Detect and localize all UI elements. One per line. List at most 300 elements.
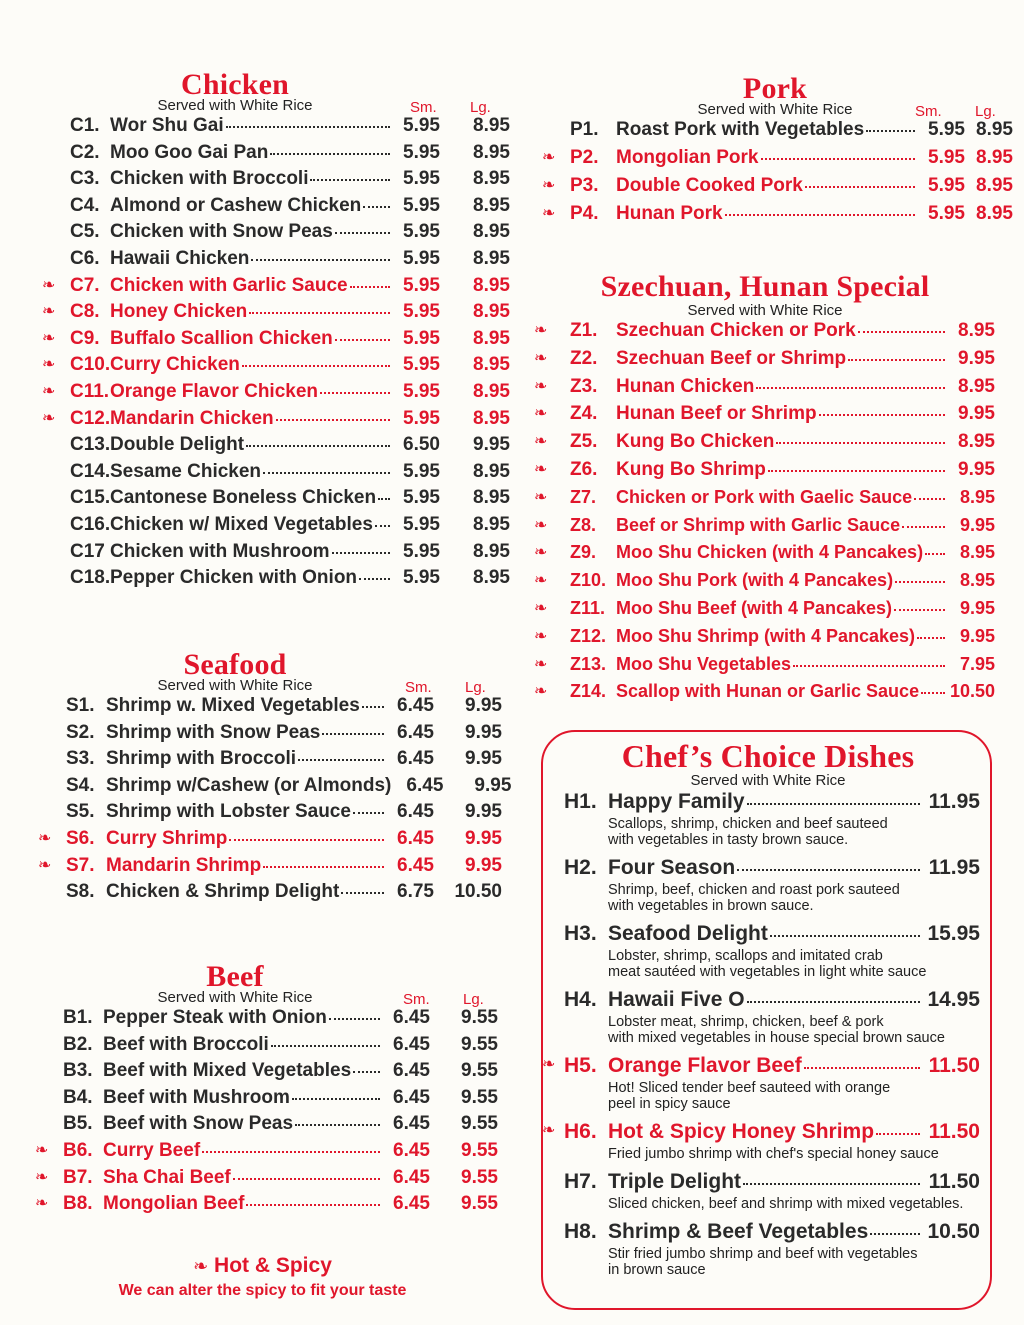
price: 8.95 bbox=[958, 375, 995, 397]
menu-item bbox=[534, 347, 995, 376]
item-name: Sesame Chicken bbox=[110, 460, 262, 482]
menu-item bbox=[542, 203, 1013, 231]
price-small: 5.95 bbox=[403, 168, 440, 190]
hot-pepper-icon: ❧ bbox=[42, 303, 56, 321]
price: 11.50 bbox=[928, 1170, 980, 1193]
chef-dish bbox=[548, 1170, 993, 1220]
item-name: Chicken & Shrimp Delight bbox=[106, 881, 340, 903]
item-name: Roast Pork with Vegetables bbox=[616, 119, 865, 140]
chicken-large-header: Lg. bbox=[470, 99, 491, 116]
menu-item bbox=[50, 195, 510, 222]
leader-dots bbox=[246, 1204, 380, 1206]
item-name: Hunan Pork bbox=[616, 203, 723, 224]
leader-dots bbox=[902, 526, 945, 528]
leader-dots bbox=[249, 312, 390, 314]
chicken-subtitle: Served with White Rice bbox=[157, 97, 313, 114]
leader-dots bbox=[332, 552, 390, 554]
item-name: Curry Shrimp bbox=[106, 827, 228, 849]
leader-dots bbox=[725, 214, 915, 216]
seafood-small-header: Sm. bbox=[405, 679, 432, 696]
pork-section bbox=[542, 72, 1013, 231]
item-code: C17 bbox=[70, 540, 105, 562]
leader-dots bbox=[359, 578, 390, 580]
menu-item bbox=[50, 248, 510, 275]
hot-pepper-icon: ❧ bbox=[534, 572, 548, 590]
dish-description: with vegetables in brown sauce. bbox=[608, 898, 814, 914]
item-code: C10. bbox=[70, 354, 111, 376]
item-name: Chicken with Broccoli bbox=[110, 168, 309, 190]
price-small: 6.45 bbox=[393, 1007, 430, 1028]
seafood-title: Seafood bbox=[183, 648, 287, 681]
chef-dish bbox=[548, 988, 993, 1054]
item-code: C15. bbox=[70, 487, 111, 509]
dish-description: peel in spicy sauce bbox=[608, 1096, 731, 1112]
leader-dots bbox=[329, 1018, 380, 1020]
leader-dots bbox=[251, 259, 390, 261]
menu-item bbox=[50, 514, 510, 541]
hot-pepper-icon: ❧ bbox=[38, 829, 52, 847]
item-code: H3. bbox=[564, 922, 597, 945]
leader-dots bbox=[320, 392, 390, 394]
item-name: Curry Chicken bbox=[110, 354, 240, 376]
hot-pepper-icon: ❧ bbox=[534, 433, 548, 451]
price-large: 9.55 bbox=[461, 1086, 498, 1108]
leader-dots bbox=[805, 186, 915, 188]
item-code: H4. bbox=[564, 988, 597, 1011]
item-code: S1. bbox=[66, 695, 95, 716]
item-name: Chicken with Garlic Sauce bbox=[110, 274, 348, 296]
szechuan-subtitle: Served with White Rice bbox=[687, 302, 843, 319]
item-name: Sha Chai Beef bbox=[103, 1166, 231, 1188]
pork-list bbox=[542, 119, 1013, 231]
item-code: C2. bbox=[70, 141, 100, 163]
price-large: 8.95 bbox=[473, 354, 510, 376]
item-name: Shrimp with Lobster Sauce bbox=[106, 801, 351, 823]
price-large: 8.95 bbox=[473, 274, 510, 296]
item-code: C8. bbox=[70, 301, 100, 323]
leader-dots bbox=[921, 692, 945, 694]
dish-description: in brown sauce bbox=[608, 1262, 706, 1278]
price-small: 5.95 bbox=[403, 194, 440, 216]
menu-item bbox=[50, 748, 502, 775]
menu-item bbox=[534, 681, 995, 709]
item-name: Chicken with Snow Peas bbox=[110, 221, 333, 243]
price: 15.95 bbox=[927, 922, 980, 945]
item-name: Buffalo Scallion Chicken bbox=[110, 327, 333, 349]
chef-dish-title bbox=[548, 988, 980, 1014]
hot-pepper-icon: ❧ bbox=[534, 460, 548, 478]
item-name: Moo Shu Pork (with 4 Pancakes) bbox=[616, 570, 894, 591]
menu-item bbox=[50, 221, 510, 248]
item-name: Wor Shu Gai bbox=[110, 115, 224, 136]
price-large: 8.95 bbox=[473, 460, 510, 482]
hot-pepper-icon: ❧ bbox=[534, 322, 548, 339]
item-code: P4. bbox=[570, 203, 599, 224]
menu-item bbox=[50, 541, 510, 568]
item-name: Cantonese Boneless Chicken bbox=[110, 487, 377, 509]
chicken-small-header: Sm. bbox=[410, 99, 437, 116]
item-name: Hawaii Chicken bbox=[110, 247, 250, 269]
menu-item bbox=[534, 320, 995, 348]
item-code: S3. bbox=[66, 748, 95, 770]
item-code: H5. bbox=[564, 1054, 597, 1077]
price-large: 9.95 bbox=[465, 695, 502, 716]
price: 10.50 bbox=[927, 1220, 980, 1243]
hot-pepper-icon: ❧ bbox=[534, 516, 548, 534]
leader-dots bbox=[375, 525, 390, 527]
price-large: 8.95 bbox=[473, 247, 510, 269]
price: 11.95 bbox=[928, 856, 980, 879]
seafood-subheader bbox=[50, 677, 500, 695]
hot-pepper-icon: ❧ bbox=[534, 377, 548, 395]
item-name: Honey Chicken bbox=[110, 301, 248, 323]
price-small: 6.45 bbox=[406, 774, 444, 796]
leader-dots bbox=[229, 839, 384, 841]
item-code: S5. bbox=[66, 801, 95, 823]
menu-item bbox=[50, 774, 512, 802]
leader-dots bbox=[925, 553, 945, 555]
hot-pepper-icon: ❧ bbox=[42, 356, 56, 374]
hot-spicy-row bbox=[90, 1254, 435, 1278]
hot-pepper-icon: ❧ bbox=[534, 405, 548, 423]
item-name: Shrimp with Snow Peas bbox=[106, 721, 321, 743]
item-code: Z10. bbox=[570, 570, 607, 591]
price: 9.95 bbox=[959, 597, 995, 618]
menu-item bbox=[35, 1166, 498, 1194]
szechuan-title: Szechuan, Hunan Special bbox=[600, 270, 930, 303]
price-small: 5.95 bbox=[403, 380, 440, 402]
hot-pepper-icon: ❧ bbox=[534, 683, 548, 701]
item-name: Four Season bbox=[608, 856, 736, 879]
menu-item bbox=[50, 881, 502, 908]
price-small: 5.95 bbox=[928, 203, 965, 224]
leader-dots bbox=[848, 359, 945, 361]
item-name: Seafood Delight bbox=[608, 922, 768, 945]
menu-item bbox=[50, 1007, 498, 1034]
leader-dots bbox=[914, 498, 945, 500]
item-code: Z11. bbox=[570, 597, 606, 618]
item-code: C16. bbox=[70, 513, 111, 535]
price-small: 6.45 bbox=[397, 854, 434, 876]
item-name: Double Delight bbox=[110, 434, 245, 456]
price-small: 6.75 bbox=[397, 881, 434, 903]
item-name: Hawaii Five O bbox=[608, 988, 745, 1011]
price-large: 8.95 bbox=[473, 168, 510, 190]
price-large: 8.95 bbox=[473, 407, 510, 429]
item-name: Orange Flavor Beef bbox=[608, 1054, 802, 1077]
chef-dish-title bbox=[548, 1220, 980, 1246]
price: 9.95 bbox=[959, 514, 995, 535]
item-name: Shrimp w/Cashew (or Almonds) bbox=[106, 774, 392, 796]
item-name: Moo Shu Beef (with 4 Pancakes) bbox=[616, 597, 893, 618]
price-small: 5.95 bbox=[928, 175, 965, 196]
menu-item bbox=[534, 431, 995, 459]
leader-dots bbox=[770, 935, 920, 937]
leader-dots bbox=[876, 1133, 920, 1135]
leader-dots bbox=[737, 869, 920, 871]
leader-dots bbox=[271, 1045, 380, 1047]
item-name: Shrimp & Beef Vegetables bbox=[608, 1220, 869, 1243]
beef-subheader bbox=[50, 989, 500, 1007]
dish-description: Stir fried jumbo shrimp and beef with vegetables bbox=[608, 1246, 918, 1262]
item-name: Beef with Mixed Vegetables bbox=[103, 1060, 352, 1082]
spicy-note: We can alter the spicy to fit your taste bbox=[118, 1282, 407, 1299]
menu-item bbox=[534, 542, 995, 570]
leader-dots bbox=[263, 866, 384, 868]
menu-item bbox=[50, 695, 502, 722]
menu-item bbox=[50, 567, 510, 594]
leader-dots bbox=[335, 232, 390, 234]
item-code: B3. bbox=[63, 1060, 93, 1082]
menu-item bbox=[50, 801, 502, 828]
item-code: Z3. bbox=[570, 375, 598, 397]
price-large: 8.95 bbox=[473, 487, 510, 509]
leader-dots bbox=[761, 158, 916, 160]
price-small: 6.45 bbox=[397, 827, 434, 849]
item-code: C5. bbox=[70, 221, 100, 243]
hot-pepper-icon: ❧ bbox=[534, 599, 548, 617]
price-large: 8.95 bbox=[976, 203, 1013, 224]
item-name: Pepper Chicken with Onion bbox=[110, 567, 358, 589]
dish-description: Scallops, shrimp, chicken and beef sauteed bbox=[608, 816, 888, 832]
price-small: 5.95 bbox=[403, 407, 440, 429]
item-code: P2. bbox=[570, 147, 599, 168]
leader-dots bbox=[322, 733, 384, 735]
price-small: 5.95 bbox=[928, 119, 965, 140]
leader-dots bbox=[263, 472, 390, 474]
item-code: H1. bbox=[564, 790, 597, 813]
price-small: 6.45 bbox=[397, 721, 434, 743]
menu-item bbox=[42, 407, 510, 435]
leader-dots bbox=[233, 1178, 380, 1180]
menu-item bbox=[542, 175, 1013, 203]
chicken-section bbox=[42, 68, 510, 594]
leader-dots bbox=[246, 445, 390, 447]
item-code: C14. bbox=[70, 460, 111, 482]
item-code: H6. bbox=[564, 1120, 597, 1143]
price-small: 5.95 bbox=[403, 327, 440, 349]
price-small: 5.95 bbox=[403, 460, 440, 482]
chicken-title: Chicken bbox=[180, 68, 290, 101]
price: 8.95 bbox=[959, 570, 995, 591]
chef-dish bbox=[542, 1120, 993, 1170]
leader-dots bbox=[870, 1233, 920, 1235]
menu-item bbox=[42, 274, 510, 302]
seafood-section bbox=[38, 648, 512, 908]
price: 8.95 bbox=[959, 486, 995, 507]
leader-dots bbox=[295, 1124, 380, 1126]
item-code: Z5. bbox=[570, 431, 598, 453]
hot-spicy-label: Hot & Spicy bbox=[214, 1254, 332, 1277]
leader-dots bbox=[894, 609, 945, 611]
item-name: Moo Shu Vegetables bbox=[616, 653, 792, 674]
leader-dots bbox=[242, 365, 390, 367]
item-name: Szechuan Beef or Shrimp bbox=[616, 347, 847, 369]
item-code: Z7. bbox=[570, 486, 597, 507]
item-name: Hunan Beef or Shrimp bbox=[616, 403, 817, 425]
price: 8.95 bbox=[958, 320, 995, 341]
price-small: 6.45 bbox=[397, 801, 434, 823]
price-large: 9.55 bbox=[461, 1139, 498, 1161]
menu-item bbox=[50, 461, 510, 488]
chef-dish-title bbox=[548, 922, 980, 948]
hot-pepper-icon: ❧ bbox=[35, 1168, 49, 1186]
pepper-icon: ❧ bbox=[193, 1256, 209, 1276]
leader-dots bbox=[917, 637, 945, 639]
item-code: H2. bbox=[564, 856, 597, 879]
menu-item bbox=[534, 514, 995, 543]
hot-pepper-icon: ❧ bbox=[542, 177, 556, 194]
hot-pepper-icon: ❧ bbox=[35, 1195, 49, 1213]
price-small: 5.95 bbox=[403, 301, 440, 323]
price-small: 6.45 bbox=[393, 1193, 430, 1215]
dish-description: Lobster, shrimp, scallops and imitated crab bbox=[608, 948, 883, 964]
item-name: Pepper Steak with Onion bbox=[103, 1007, 327, 1028]
seafood-subtitle: Served with White Rice bbox=[157, 677, 313, 694]
menu-item bbox=[534, 403, 995, 431]
menu-item bbox=[35, 1139, 498, 1167]
item-name: Hot & Spicy Honey Shrimp bbox=[608, 1120, 875, 1143]
chicken-list bbox=[42, 115, 510, 594]
item-code: C1. bbox=[70, 115, 100, 136]
item-code: P1. bbox=[570, 119, 599, 140]
chicken-subheader bbox=[50, 97, 500, 115]
price-large: 9.95 bbox=[474, 774, 512, 796]
item-name: Mongolian Beef bbox=[103, 1193, 245, 1215]
hot-pepper-icon: ❧ bbox=[42, 409, 56, 427]
item-code: H7. bbox=[564, 1170, 597, 1193]
chef-dish-title bbox=[542, 1054, 980, 1080]
dish-description: Hot! Sliced tender beef sauteed with orange bbox=[608, 1080, 891, 1096]
item-code: Z2. bbox=[570, 347, 598, 369]
chefs-subheader bbox=[548, 772, 993, 790]
beef-title: Beef bbox=[206, 960, 264, 993]
item-code: B4. bbox=[63, 1086, 93, 1108]
menu-item bbox=[534, 625, 995, 654]
leader-dots bbox=[202, 1151, 380, 1153]
item-name: Chicken w/ Mixed Vegetables bbox=[110, 513, 373, 535]
leader-dots bbox=[756, 387, 945, 389]
price-small: 5.95 bbox=[403, 274, 440, 296]
item-name: Moo Goo Gai Pan bbox=[110, 141, 269, 163]
price: 9.95 bbox=[958, 458, 995, 480]
szechuan-subheader bbox=[540, 302, 1000, 320]
hot-pepper-icon: ❧ bbox=[42, 329, 56, 347]
hot-pepper-icon: ❧ bbox=[534, 627, 548, 645]
price-large: 8.95 bbox=[976, 147, 1013, 168]
price-large: 8.95 bbox=[473, 221, 510, 243]
item-code: S2. bbox=[66, 721, 95, 743]
item-name: Kung Bo Chicken bbox=[616, 431, 775, 453]
price-large: 8.95 bbox=[473, 540, 510, 562]
dish-description: meat sautéed with vegetables in light white sauce bbox=[608, 964, 927, 980]
chefs-title: Chef’s Choice Dishes bbox=[621, 738, 915, 774]
item-name: Almond or Cashew Chicken bbox=[110, 194, 362, 216]
item-name: Chicken or Pork with Gaelic Sauce bbox=[616, 486, 913, 507]
leader-dots bbox=[310, 179, 390, 181]
item-name: Happy Family bbox=[608, 790, 745, 813]
item-name: Moo Shu Chicken (with 4 Pancakes) bbox=[616, 542, 924, 563]
price-large: 8.95 bbox=[473, 513, 510, 535]
item-code: B2. bbox=[63, 1033, 93, 1055]
price-large: 9.95 bbox=[465, 748, 502, 770]
item-name: Beef with Mushroom bbox=[103, 1086, 290, 1108]
item-name: Hunan Chicken bbox=[616, 375, 755, 397]
price-large: 8.95 bbox=[473, 301, 510, 323]
item-name: Mongolian Pork bbox=[616, 147, 759, 168]
price-large: 8.95 bbox=[473, 194, 510, 216]
price-large: 9.95 bbox=[473, 434, 510, 456]
dish-description: Lobster meat, shrimp, chicken, beef & pork bbox=[608, 1014, 884, 1030]
price-small: 5.95 bbox=[928, 147, 965, 168]
chefs-choice-section bbox=[542, 738, 993, 1286]
price-large: 9.55 bbox=[461, 1113, 498, 1135]
leader-dots bbox=[793, 665, 945, 667]
leader-dots bbox=[747, 1001, 920, 1003]
leader-dots bbox=[743, 1183, 920, 1185]
menu-item bbox=[42, 327, 510, 355]
price-large: 9.55 bbox=[461, 1166, 498, 1188]
price: 11.50 bbox=[928, 1120, 980, 1143]
leader-dots bbox=[378, 498, 390, 500]
menu-item bbox=[542, 147, 1013, 175]
beef-large-header: Lg. bbox=[463, 991, 484, 1008]
chef-dish-title bbox=[548, 1170, 980, 1196]
menu-item bbox=[534, 458, 995, 487]
price-large: 8.95 bbox=[473, 141, 510, 163]
item-code: H8. bbox=[564, 1220, 597, 1243]
chef-dish bbox=[548, 790, 993, 856]
beef-small-header: Sm. bbox=[403, 991, 430, 1008]
menu-item bbox=[534, 486, 995, 515]
leader-dots bbox=[353, 1071, 380, 1073]
hot-pepper-icon: ❧ bbox=[542, 149, 556, 166]
hot-pepper-icon: ❧ bbox=[42, 382, 56, 400]
leader-dots bbox=[276, 419, 390, 421]
menu-item bbox=[534, 375, 995, 404]
chef-dish-title bbox=[548, 790, 980, 816]
item-code: C4. bbox=[70, 194, 100, 216]
pork-small-header: Sm. bbox=[915, 103, 942, 120]
item-name: Scallop with Hunan or Garlic Sauce bbox=[616, 681, 920, 702]
leader-dots bbox=[776, 442, 945, 444]
price-large: 9.95 bbox=[465, 827, 502, 849]
price-small: 6.45 bbox=[393, 1086, 430, 1108]
szechuan-section bbox=[534, 270, 1000, 709]
hot-pepper-icon: ❧ bbox=[542, 1122, 556, 1139]
item-code: C18. bbox=[70, 567, 111, 589]
price: 14.95 bbox=[927, 988, 980, 1011]
pork-title: Pork bbox=[742, 72, 808, 105]
price-large: 9.95 bbox=[465, 801, 502, 823]
leader-dots bbox=[350, 286, 390, 288]
leader-dots bbox=[292, 1098, 380, 1100]
hot-pepper-icon: ❧ bbox=[534, 655, 548, 673]
item-name: Shrimp with Broccoli bbox=[106, 748, 297, 770]
chefs-list bbox=[542, 790, 993, 1286]
pork-large-header: Lg. bbox=[975, 103, 996, 120]
pork-subheader bbox=[555, 101, 1005, 119]
chef-dish bbox=[548, 856, 993, 922]
item-code: B1. bbox=[63, 1007, 93, 1028]
leader-dots bbox=[866, 130, 915, 132]
price-small: 5.95 bbox=[403, 115, 440, 136]
price-large: 8.95 bbox=[473, 567, 510, 589]
price-small: 5.95 bbox=[403, 540, 440, 562]
menu-item bbox=[50, 1034, 498, 1061]
leader-dots bbox=[270, 153, 390, 155]
leader-dots bbox=[353, 812, 384, 814]
